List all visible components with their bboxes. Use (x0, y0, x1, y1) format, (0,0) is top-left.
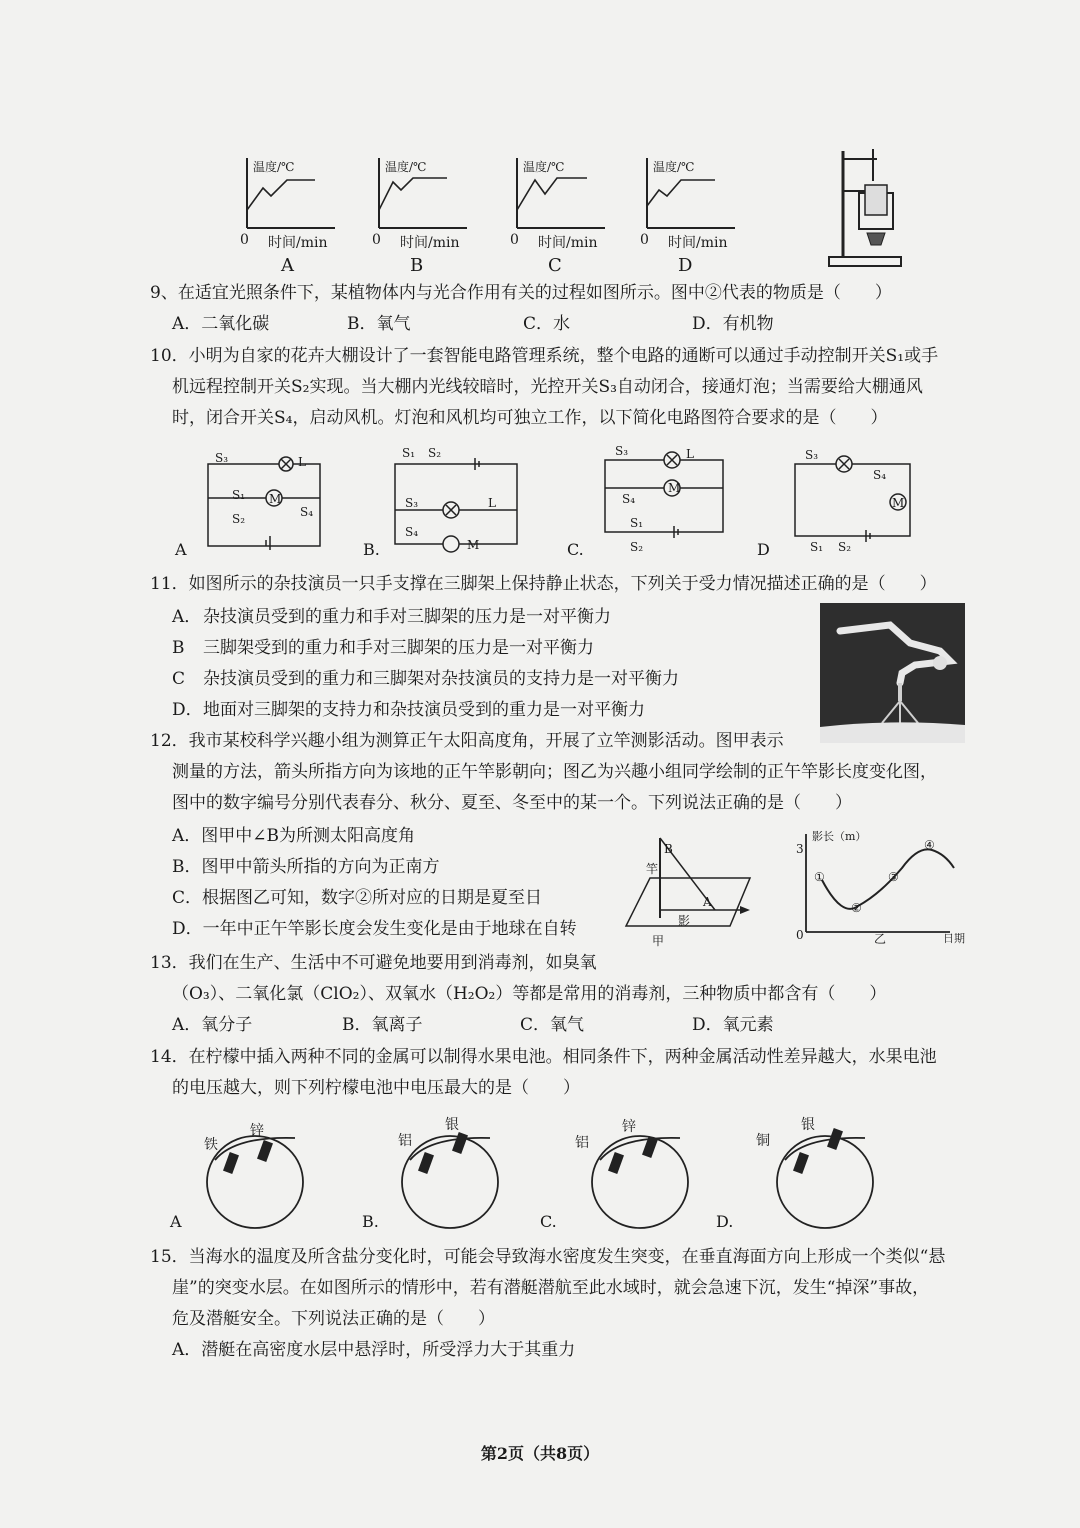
yi-svg (790, 828, 980, 946)
q8-axis-y-a: 温度/℃ (253, 160, 295, 174)
q10-a-lamp: L (298, 455, 306, 469)
q8-origin-d: 0 (640, 232, 649, 248)
q10-c-s1: S₁ (630, 516, 644, 530)
q10-b-s4: S₄ (405, 525, 419, 539)
q14-option-b: B. (362, 1212, 379, 1231)
q10-d-s3: S₃ (805, 448, 819, 462)
q14-b-left: 铝 (398, 1133, 412, 1149)
q10-d-s4: S₄ (873, 468, 887, 482)
q12-option-c: C．根据图乙可知，数字②所对应的日期是夏至日 (172, 888, 543, 908)
q12-figure-yi (790, 828, 980, 946)
apparatus-svg (825, 145, 905, 270)
q10-option-b: B. (363, 540, 380, 559)
q10-d-s2: S₂ (838, 540, 852, 554)
q11-acrobat-photo (820, 603, 965, 743)
q10-a-motor: M (269, 492, 282, 506)
q11-option-a-letter: A． (172, 607, 202, 627)
q10-b-s2: S₂ (428, 446, 442, 460)
lemon-c (592, 1136, 688, 1228)
q12-stem-line-3: 图中的数字编号分别代表春分、秋分、夏至、冬至中的某一个。下列说法正确的是（ ） (172, 793, 852, 813)
q8-axis-x-a: 时间/min (268, 235, 328, 251)
q10-a-s4: S₄ (300, 505, 314, 519)
q10-c-motor: M (668, 481, 681, 495)
q13-option-a: A．氧分子 (172, 1015, 253, 1035)
q10-option-a: A (175, 540, 187, 559)
q10-d-s1: S₁ (810, 540, 824, 554)
q8-option-d: D (678, 255, 693, 276)
q10-b-lamp: L (488, 496, 496, 510)
q14-option-c: C. (540, 1212, 557, 1231)
q10-stem-line-1: 10．小明为自家的花卉大棚设计了一套智能电路管理系统，整个电路的通断可以通过手动控制开关S₁或手 (150, 346, 939, 366)
circuit-a (208, 457, 320, 550)
q11-option-c-text: 杂技演员受到的重力和三脚架对杂技演员的支持力是一对平衡力 (203, 669, 679, 689)
q15-stem-line-3: 危及潜艇安全。下列说法正确的是（ ） (172, 1309, 495, 1329)
q12-jia-b: B (664, 842, 673, 856)
q10-c-s3: S₃ (615, 444, 629, 458)
q12-jia-caption: 甲 (652, 934, 665, 948)
q8-axis-y-b: 温度/℃ (385, 160, 427, 174)
q10-c-lamp: L (686, 447, 694, 461)
q10-d-motor: M (892, 496, 905, 510)
q12-yi-ylabel: 影长（m） (812, 830, 867, 843)
q8-axis-x-d: 时间/min (668, 235, 728, 251)
q12-yi-origin: 0 (796, 928, 804, 942)
q14-option-a: A (170, 1212, 182, 1231)
q12-yi-y3: 3 (796, 842, 804, 856)
q8-axis-y-c: 温度/℃ (523, 160, 565, 174)
q11-option-b-text: 三脚架受到的重力和手对三脚架的压力是一对平衡力 (203, 638, 594, 658)
q14-d-right: 银 (801, 1117, 815, 1133)
q12-option-b: B．图甲中箭头所指的方向为正南方 (172, 857, 440, 877)
q12-figure-jia (620, 828, 760, 948)
q8-axis-y-d: 温度/℃ (653, 160, 695, 174)
q12-yi-caption: 乙 (874, 932, 887, 946)
q10-c-s2: S₂ (630, 540, 644, 554)
q14-stem-line-2: 的电压越大，则下列柠檬电池中电压最大的是（ ） (172, 1078, 580, 1098)
q8-origin-b: 0 (372, 232, 381, 248)
jia-svg (620, 828, 760, 948)
q12-yi-xlabel: 日期 (943, 932, 965, 945)
q12-stem-line-2: 测量的方法，箭头所指方向为该地的正午竿影朝向；图乙为兴趣小组同学绘制的正午竿影长度变化图， (172, 762, 937, 782)
q13-stem-line-1: 13．我们在生产、生活中不可避免地要用到消毒剂，如臭氧 (150, 953, 597, 973)
q12-jia-shadow: 影 (678, 914, 691, 928)
q12-stem-line-1: 12．我市某校科学兴趣小组为测算正午太阳高度角，开展了立竿测影活动。图甲表示 (150, 731, 784, 751)
q9-stem: 9、在适宜光照条件下，某植物体内与光合作用有关的过程如图所示。图中②代表的物质是（ ） (150, 283, 892, 303)
q12-yi-point-4: ④ (924, 838, 935, 852)
q14-b-right: 银 (445, 1117, 459, 1133)
q14-c-right: 锌 (622, 1119, 636, 1135)
q12-jia-pole: 竿 (646, 862, 659, 876)
lemon-b (402, 1133, 498, 1228)
q10-b-s3: S₃ (405, 496, 419, 510)
q14-option-d: D. (716, 1212, 734, 1231)
q10-stem-line-2: 机远程控制开关S₂实现。当大棚内光线较暗时，光控开关S₃自动闭合，接通灯泡；当需要给大棚通风 (172, 377, 923, 397)
q12-jia-a: A (703, 895, 712, 909)
q8-option-c: C (548, 255, 562, 276)
page-footer: 第2页（共8页） (480, 1444, 600, 1463)
q12-yi-point-1: ① (814, 870, 825, 884)
q9-option-b: B．氧气 (347, 314, 411, 334)
q10-a-s1: S₁ (232, 488, 246, 502)
q12-option-a: A．图甲中∠B为所测太阳高度角 (172, 826, 416, 846)
q8-axis-x-b: 时间/min (400, 235, 460, 251)
q8-axis-x-c: 时间/min (538, 235, 598, 251)
q14-lemon-batteries (165, 1120, 885, 1230)
q14-c-left: 铝 (575, 1135, 589, 1151)
q12-yi-point-2: ② (851, 901, 862, 915)
q9-option-a: A．二氧化碳 (172, 314, 270, 334)
q9-option-d: D．有机物 (692, 314, 774, 334)
q11-option-d-text: 地面对三脚架的支持力和杂技演员受到的重力是一对平衡力 (203, 700, 645, 720)
q12-yi-point-3: ③ (888, 870, 899, 884)
lemons-svg (165, 1120, 885, 1230)
q11-option-c-letter: C (172, 669, 186, 689)
q13-option-c: C．氧气 (520, 1015, 585, 1035)
q13-option-b: B．氧离子 (342, 1015, 423, 1035)
q15-stem-line-2: 崖”的突变水层。在如图所示的情形中，若有潜艇潜航至此水域时，就会急速下沉，发生“掉深”事故， (172, 1278, 930, 1298)
q11-stem: 11．如图所示的杂技演员一只手支撑在三脚架上保持静止状态，下列关于受力情况描述正确的是（ ） (150, 574, 937, 594)
lemon-d (777, 1129, 873, 1228)
lemon-a (207, 1136, 303, 1228)
q10-option-c: C. (567, 540, 584, 559)
q14-a-left: 铁 (204, 1137, 218, 1153)
acrobat-svg (820, 603, 965, 743)
q14-d-left: 铜 (756, 1133, 770, 1149)
q10-stem-line-3: 时，闭合开关S₄，启动风机。灯泡和风机均可独立工作，以下简化电路图符合要求的是（ ） (172, 408, 888, 428)
q9-option-c: C．水 (523, 314, 571, 334)
q13-stem-line-2: （O₃）、二氧化氯（ClO₂）、双氧水（H₂O₂）等都是常用的消毒剂，三种物质中都含有（ ） (172, 984, 887, 1004)
q10-c-s4: S₄ (622, 492, 636, 506)
q8-heating-apparatus (825, 145, 905, 270)
q8-option-b: B (410, 255, 424, 276)
q11-option-b-letter: B (172, 638, 185, 658)
q13-option-d: D．氧元素 (692, 1015, 774, 1035)
q15-stem-line-1: 15．当海水的温度及所含盐分变化时，可能会导致海水密度发生突变，在垂直海面方向上形成一个类似“悬 (150, 1247, 946, 1267)
q14-a-right: 锌 (250, 1123, 264, 1139)
q8-option-a: A (281, 255, 294, 276)
q8-origin-c: 0 (510, 232, 519, 248)
q11-option-d-letter: D． (172, 700, 203, 720)
q10-b-s1: S₁ (402, 446, 416, 460)
q8-origin-a: 0 (240, 232, 249, 248)
q10-a-s2: S₂ (232, 512, 246, 526)
q10-b-motor: M (467, 538, 480, 552)
q15-option-a: A．潜艇在高密度水层中悬浮时，所受浮力大于其重力 (172, 1340, 576, 1360)
q11-option-a-text: 杂技演员受到的重力和手对三脚架的压力是一对平衡力 (203, 607, 611, 627)
q12-option-d: D．一年中正午竿影长度会发生变化是由于地球在自转 (172, 919, 577, 939)
q10-a-s3: S₃ (215, 451, 229, 465)
q10-option-d: D (757, 540, 770, 559)
q14-stem-line-1: 14．在柠檬中插入两种不同的金属可以制得水果电池。相同条件下，两种金属活动性差异越大，水果电池 (150, 1047, 937, 1067)
